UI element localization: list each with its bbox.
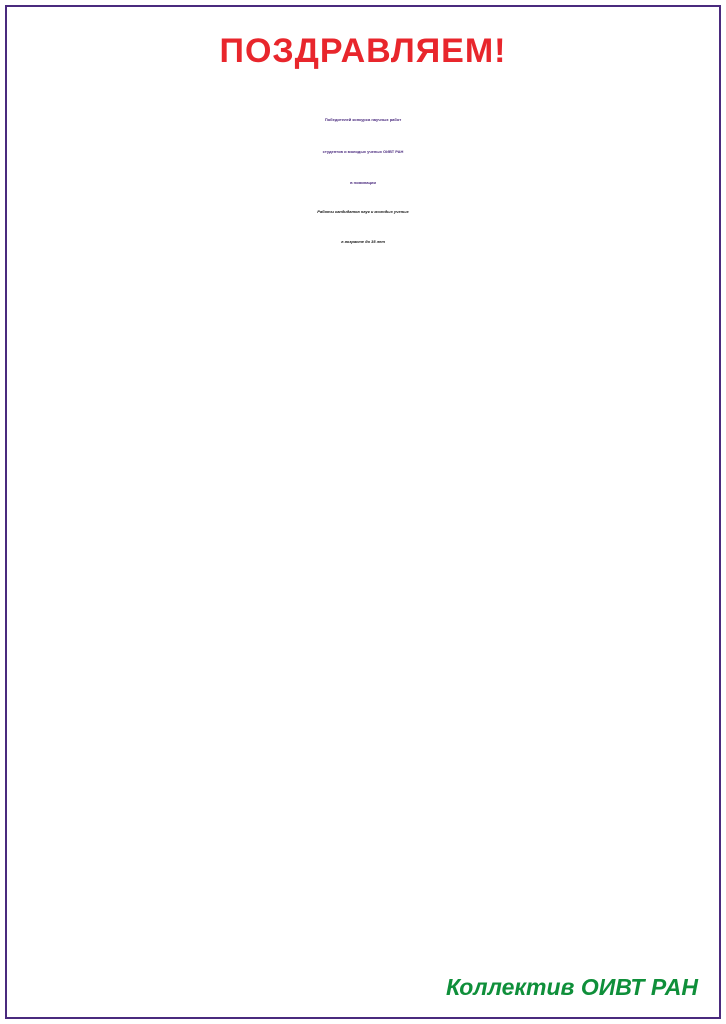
intro-line: в номинации	[350, 180, 376, 185]
poster-border	[5, 5, 721, 1019]
intro-line: студентов и молодых ученых ОИВТ РАН	[322, 149, 404, 154]
headline: ПОЗДРАВЛЯЕМ!	[219, 32, 507, 70]
signature: Коллектив ОИВТ РАН	[445, 974, 698, 1000]
intro-line: Победителей конкурса научных работ	[324, 117, 402, 122]
nomination-line: в возрасте до 35 лет	[341, 239, 385, 244]
nomination-line: Работы кандидатов наук и молодых ученых	[317, 209, 409, 214]
